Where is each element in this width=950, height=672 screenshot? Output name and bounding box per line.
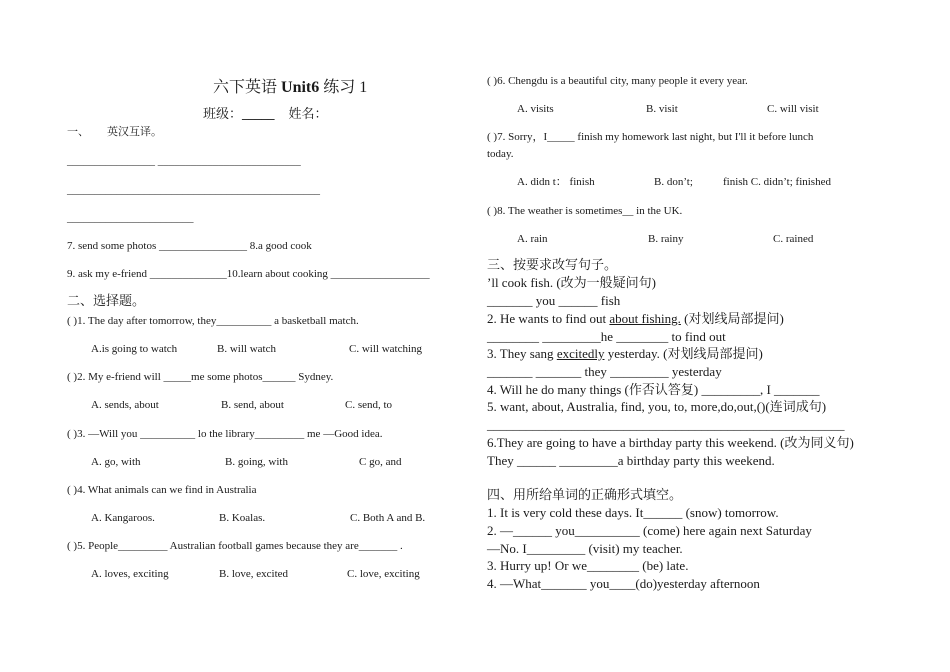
fill-3: 3. Hurry up! Or we________ (be) late. bbox=[487, 558, 689, 573]
question-8-option-c: C. rained bbox=[773, 233, 814, 245]
rewrite-2-prompt bbox=[487, 310, 784, 328]
question-7-stem: ( )7. Sorry，I_____ finish my homework last night, but I'll it before lunch bbox=[487, 131, 814, 143]
rewrite-6-answer: They ______ _________a birthday party this weekend. bbox=[487, 453, 775, 468]
section1-number: 一、 bbox=[67, 126, 89, 138]
question-7-option-b: B. don’t; bbox=[654, 176, 693, 188]
question-4-option-b: B. Koalas. bbox=[219, 512, 266, 524]
rewrite-4: 4. Will he do many things (作否认答复) _________, I _______ bbox=[487, 382, 820, 397]
rewrite-2-instruction: (对划线局部提问) bbox=[680, 311, 784, 326]
question-4-stem: ( )4. What animals can we find in Australia bbox=[67, 484, 257, 496]
question-5-option-b: B. love, excited bbox=[219, 568, 289, 580]
title-prefix: 六下英语 bbox=[213, 79, 282, 96]
translate-item-7-8: 7. send some photos ________________ 8.a good cook bbox=[67, 240, 312, 252]
translate-blank-row-2: ______________________________________________ bbox=[67, 184, 320, 196]
name-label: 姓名： bbox=[288, 106, 328, 121]
question-5-stem: ( )5. People_________ Australian football games because they are_______ . bbox=[67, 540, 403, 552]
question-3-stem: ( )3. —Will you __________ lo the library_________ me —Good idea. bbox=[67, 428, 383, 440]
rewrite-1-prompt: ’ll cook fish. (改为一般疑问句) bbox=[487, 275, 656, 290]
title-unit: Unit6 bbox=[281, 79, 320, 96]
rewrite-2-prefix: 2. He wants to find out bbox=[487, 311, 610, 326]
question-1-option-b: B. will watch bbox=[217, 343, 276, 355]
question-6-option-a: A. visits bbox=[517, 103, 554, 115]
question-7-stem-continued: today. bbox=[487, 148, 514, 160]
section1-title: 英汉互译。 bbox=[107, 126, 162, 138]
question-3-option-a: A. go, with bbox=[91, 456, 141, 468]
worksheet-title bbox=[213, 78, 367, 98]
question-7-option-c: finish C. didn’t; finished bbox=[723, 176, 831, 188]
fill-2-reply: —No. I_________ (visit) my teacher. bbox=[487, 541, 683, 556]
question-6-stem: ( )6. Chengdu is a beautiful city, many people it every year. bbox=[487, 75, 748, 87]
question-6-option-c: C. will visit bbox=[767, 103, 819, 115]
rewrite-5-answer: _______________________________________________________ bbox=[487, 417, 845, 432]
question-4-option-a: A. Kangaroos. bbox=[91, 512, 155, 524]
section2-heading: 二、选择题。 bbox=[67, 293, 146, 308]
rewrite-3-underlined: excitedly bbox=[556, 346, 605, 361]
section4-heading: 四、用所给单词的正确形式填空。 bbox=[487, 487, 683, 502]
rewrite-5-prompt: 5. want, about, Australia, find, you, to, more,do,out,()(连词成句) bbox=[487, 399, 827, 414]
rewrite-1-answer: _______ you ______ fish bbox=[487, 293, 621, 308]
question-2-option-c: C. send, to bbox=[345, 399, 393, 411]
question-3-option-c: C go, and bbox=[359, 456, 402, 468]
question-8-option-a: A. rain bbox=[517, 233, 548, 245]
question-7-option-a: A. didn t： finish bbox=[517, 176, 595, 188]
question-2-option-a: A. sends, about bbox=[91, 399, 159, 411]
translate-item-9-10: 9. ask my e-friend ______________10.learn about cooking __________________ bbox=[67, 268, 430, 280]
rewrite-2-answer: ________ _________he ________ to find out bbox=[487, 329, 726, 344]
rewrite-3-answer: _______ _______ they _________ yesterday bbox=[487, 364, 722, 379]
question-2-option-b: B. send, about bbox=[221, 399, 284, 411]
question-6-option-b: B. visit bbox=[646, 103, 678, 115]
question-5-option-a: A. loves, exciting bbox=[91, 568, 169, 580]
fill-1: 1. It is very cold these days. It______ (snow) tomorrow. bbox=[487, 505, 779, 520]
question-4-option-c: C. Both A and B. bbox=[350, 512, 426, 524]
question-1-stem: ( )1. The day after tomorrow, they__________ a basketball match. bbox=[67, 315, 359, 327]
class-blank: _____ bbox=[242, 106, 275, 121]
rewrite-2-underlined: about fishing. bbox=[609, 311, 681, 326]
section1-heading bbox=[67, 125, 162, 139]
fill-2: 2. —______ you__________ (come) here again next Saturday bbox=[487, 523, 812, 538]
rewrite-3-instruction: yesterday. (对划线局部提问) bbox=[604, 346, 763, 361]
question-3-option-b: B. going, with bbox=[225, 456, 288, 468]
section3-heading: 三、按要求改写句子。 bbox=[487, 257, 618, 272]
translate-blank-row-1: ________________ __________________________ bbox=[67, 155, 301, 167]
question-1-option-c: C. will watching bbox=[349, 343, 423, 355]
rewrite-3-prefix: 3. They sang bbox=[487, 346, 557, 361]
class-name-line bbox=[203, 105, 328, 123]
question-1-option-a: A.is going to watch bbox=[91, 343, 178, 355]
translate-blank-row-3: _______________________ bbox=[67, 212, 194, 224]
rewrite-6-prompt: 6.They are going to have a birthday party this weekend. (改为同义句) bbox=[487, 435, 854, 450]
fill-4: 4. —What_______ you____(do)yesterday afternoon bbox=[487, 576, 760, 591]
question-8-option-b: B. rainy bbox=[648, 233, 684, 245]
question-2-stem: ( )2. My e-friend will _____me some photos______ Sydney. bbox=[67, 371, 334, 383]
class-label: 班级： bbox=[203, 106, 243, 121]
question-5-option-c: C. love, exciting bbox=[347, 568, 420, 580]
rewrite-3-prompt bbox=[487, 345, 763, 363]
question-8-stem: ( )8. The weather is sometimes__ in the UK. bbox=[487, 205, 683, 217]
title-suffix: 练习 1 bbox=[319, 79, 368, 96]
